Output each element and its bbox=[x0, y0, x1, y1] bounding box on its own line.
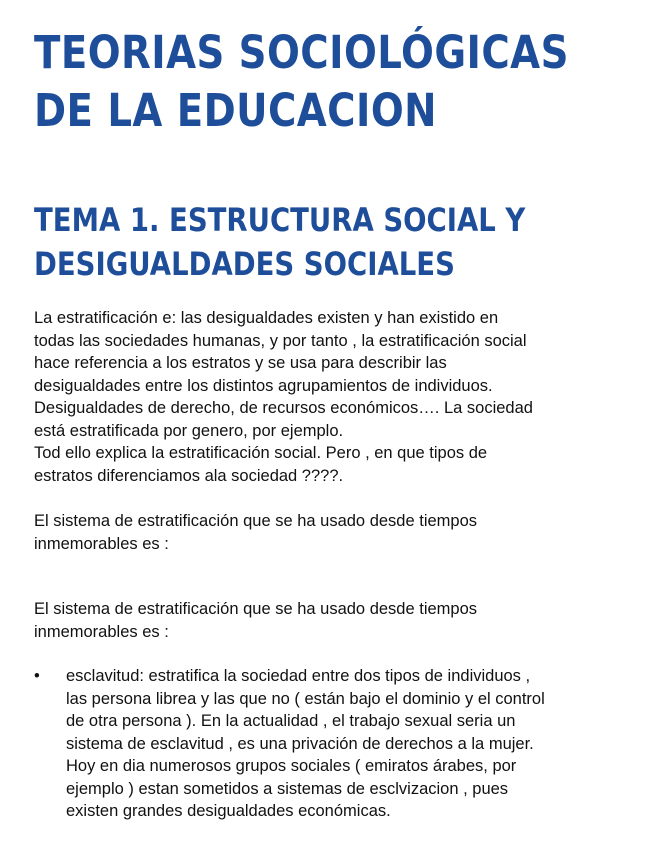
paragraph-text: La estratificación e: las desigualdades existen y han existido en todas las sociedades humanas, y por tanto , la estratificación social hace referencia a los estratos y se usa para describir las desigualdades entre los distintos agrupamientos de individuos. Desigualdades de derecho, de recursos económicos…. La sociedad está estratificada por genero, por ejemplo. Tod ello explica la estratificación social. Pero , en que tipos de estratos diferenciamos ala sociedad ????. bbox=[34, 309, 533, 485]
section-heading bbox=[34, 198, 525, 286]
paragraph-text: El sistema de estratificación que se ha usado desde tiempos inmemorables es : bbox=[34, 512, 478, 553]
bullet-list bbox=[34, 665, 634, 823]
section-heading-line: DESIGUALDADES SOCIALES bbox=[34, 245, 455, 283]
document-title-line: DE LA EDUCACION bbox=[34, 84, 438, 137]
document-title bbox=[34, 24, 569, 140]
list-item-text: esclavitud: estratifica la sociedad entre dos tipos de individuos , las persona librea y las que no ( están bajo el dominio y el control de otra persona ). En la actualidad , el trabajo sexual seria un sistema de esclavitud , es una privación de derechos a la mujer. Hoy en dia numerosos grupos sociales ( emiratos árabes, por ejemplo ) estan sometidos a sistemas de esclvizacion , pues existen grandes desigualdades económicas. bbox=[66, 667, 545, 820]
paragraph-system-1 bbox=[34, 510, 634, 555]
paragraph-intro bbox=[34, 307, 634, 487]
document-title-line: TEORIAS SOCIOLÓGICAS bbox=[34, 26, 569, 79]
section-heading-line: TEMA 1. ESTRUCTURA SOCIAL Y bbox=[34, 201, 526, 239]
list-item bbox=[34, 665, 634, 823]
paragraph-text: El sistema de estratificación que se ha usado desde tiempos inmemorables es : bbox=[34, 600, 478, 641]
bullet-marker: • bbox=[34, 667, 40, 685]
paragraph-system-2 bbox=[34, 598, 634, 643]
